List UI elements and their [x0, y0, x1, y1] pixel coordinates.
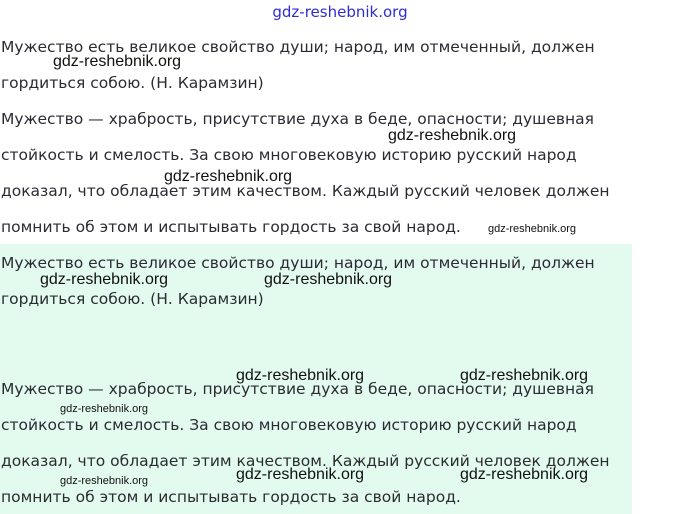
- watermark: gdz-reshebnik.org: [40, 271, 169, 288]
- paragraph-line-2: стойкость и смелость. За свою многовековую историю русский народ: [1, 146, 577, 164]
- quote-line-1: Мужество есть великое свойство души; народ, им отмеченный, должен: [1, 38, 595, 56]
- watermark: gdz-reshebnik.org: [53, 53, 182, 70]
- watermark: gdz-reshebnik.org: [236, 367, 365, 384]
- highlighted-paragraph-line-2: стойкость и смелость. За свою многовековую историю русский народ: [1, 416, 577, 434]
- watermark: gdz-reshebnik.org: [60, 475, 149, 487]
- paragraph-line-4: помнить об этом и испытывать гордость за свой народ.: [1, 218, 461, 236]
- highlighted-quote-line-1: Мужество есть великое свойство души; народ, им отмеченный, должен: [1, 254, 595, 272]
- watermark: gdz-reshebnik.org: [164, 168, 293, 185]
- paragraph-line-1: Мужество — храбрость, присутствие духа в беде, опасности; душевная: [1, 110, 594, 128]
- paragraph-line-3: доказал, что обладает этим качеством. Каждый русский человек должен: [1, 182, 610, 200]
- watermark: gdz-reshebnik.org: [264, 271, 393, 288]
- watermark: gdz-reshebnik.org: [60, 403, 149, 415]
- highlighted-quote-line-2: гордиться собою. (Н. Карамзин): [1, 290, 264, 308]
- watermark: gdz-reshebnik.org: [460, 466, 589, 483]
- highlighted-paragraph-line-1: Мужество — храбрость, присутствие духа в беде, опасности; душевная: [1, 380, 594, 398]
- highlighted-paragraph-line-4: помнить об этом и испытывать гордость за свой народ.: [1, 488, 461, 506]
- site-header-link[interactable]: gdz-reshebnik.org: [272, 3, 408, 21]
- watermark: gdz-reshebnik.org: [388, 127, 517, 144]
- watermark: gdz-reshebnik.org: [236, 466, 365, 483]
- quote-line-2: гордиться собою. (Н. Карамзин): [1, 74, 264, 92]
- watermark: gdz-reshebnik.org: [460, 367, 589, 384]
- highlighted-paragraph-line-3: доказал, что обладает этим качеством. Каждый русский человек должен: [1, 452, 610, 470]
- watermark: gdz-reshebnik.org: [488, 223, 577, 235]
